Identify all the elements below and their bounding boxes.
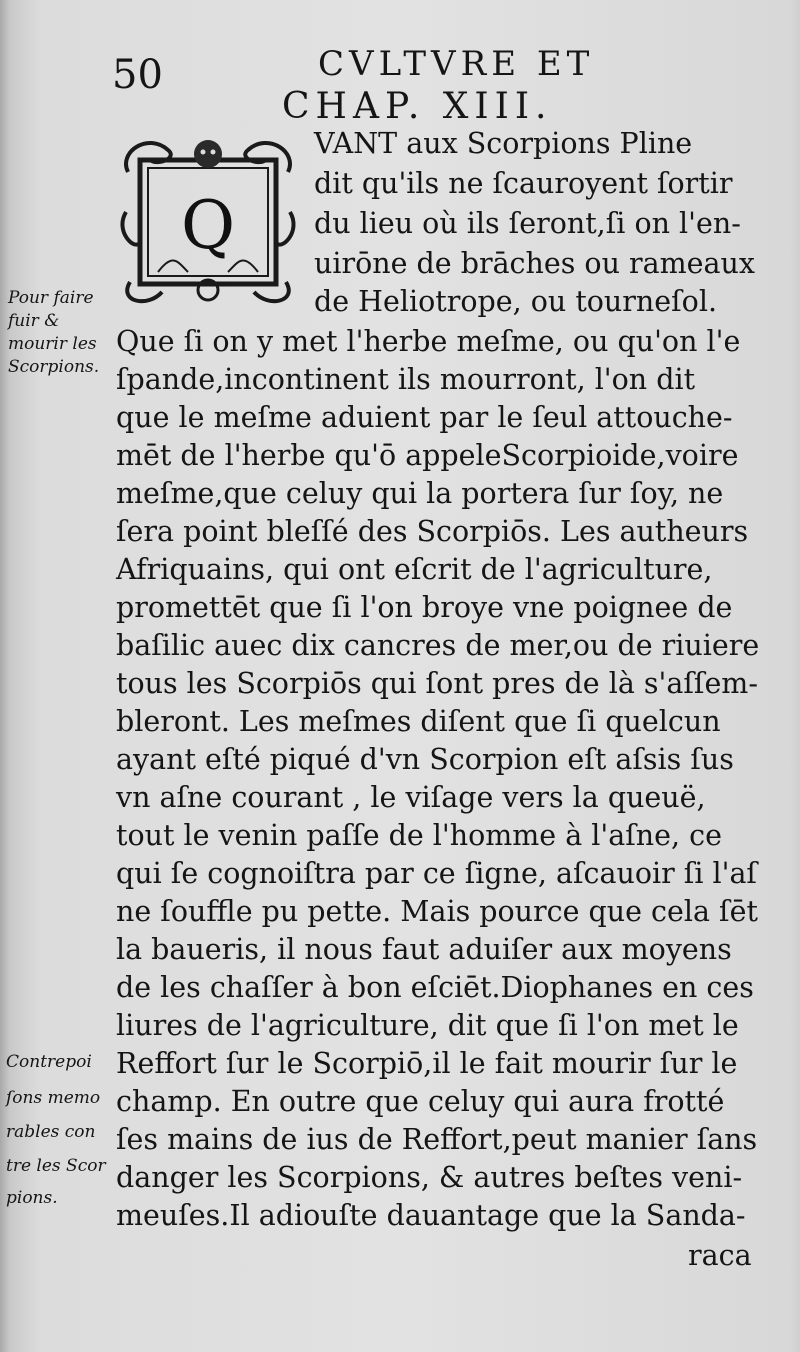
text-line: ſes mains de ius de Reffort,peut manier ſans <box>116 1123 758 1156</box>
margin-note: ſons memo <box>6 1088 101 1108</box>
running-head: CVLTVRE ET <box>318 44 595 84</box>
margin-note: tre les Scor <box>6 1156 106 1176</box>
text-line: la baueris, il nous faut aduiſer aux moyens <box>116 933 732 966</box>
text-line: tous les Scorpiōs qui ſont pres de là s'aſſem- <box>116 667 758 700</box>
text-line: de les chaſſer à bon eſciēt.Diophanes en ces <box>116 971 754 1004</box>
page-number: 50 <box>112 52 163 98</box>
text-line: Reffort ſur le Scorpiō,il le fait mourir ſur le <box>116 1047 738 1080</box>
text-line: promettēt que ſi l'on broye vne poignee de <box>116 591 733 624</box>
svg-text:Q: Q <box>180 187 236 264</box>
margin-note: Pour faire <box>8 288 94 308</box>
chapter-title: CHAP. XIII. <box>282 86 553 127</box>
catchword: raca <box>688 1239 752 1272</box>
text-line: Que ſi on y met l'herbe meſme, ou qu'on l'e <box>116 325 741 358</box>
text-line: ayant eſté piqué d'vn Scorpion eſt aſsis ſus <box>116 743 734 776</box>
margin-note: pions. <box>6 1188 58 1208</box>
margin-note: Contrepoi <box>6 1052 92 1072</box>
text-line: ſera point bleſſé des Scorpiōs. Les autheurs <box>116 515 749 548</box>
margin-note: fuir & <box>8 311 60 331</box>
text-line: meſme,que celuy qui la portera ſur ſoy, ne <box>116 477 724 510</box>
text-line: qui ſe cognoiſtra par ce ſigne, aſcauoir ſi l'aſ <box>116 857 757 890</box>
text-line: liures de l'agriculture, dit que ſi l'on met le <box>116 1009 739 1042</box>
text-line: meuſes.Il adiouſte dauantage que la Sanda- <box>116 1199 746 1232</box>
text-line: mēt de l'herbe qu'ō appeleScorpioide,voire <box>116 439 739 472</box>
ornamental-initial-q-icon <box>118 132 298 308</box>
text-line: VANT aux Scorpions Pline <box>314 127 693 160</box>
margin-note: rables con <box>6 1122 96 1142</box>
text-line: baſilic auec dix cancres de mer,ou de riuiere <box>116 629 760 662</box>
text-line: champ. En outre que celuy qui aura frotté <box>116 1085 725 1118</box>
margin-note: Scorpions. <box>8 357 100 377</box>
text-line: ne ſouffle pu pette. Mais pource que cela ſēt <box>116 895 758 928</box>
margin-note: mourir les <box>8 334 97 354</box>
text-line: ſpande,incontinent ils mourront, l'on dit <box>116 363 696 396</box>
text-line: tout le venin paſſe de l'homme à l'aſne, ce <box>116 819 722 852</box>
text-line: uirōne de brāches ou rameaux <box>314 247 755 280</box>
text-line: Afriquains, qui ont eſcrit de l'agriculture, <box>116 553 713 586</box>
text-line: vn aſne courant , le viſage vers la queuë, <box>116 781 706 814</box>
text-line: bleront. Les meſmes diſent que ſi quelcun <box>116 705 721 738</box>
text-line: que le meſme aduient par le ſeul attouche- <box>116 401 733 434</box>
text-line: dit qu'ils ne ſcauroyent ſortir <box>314 167 733 200</box>
text-line: de Heliotrope, ou tourneſol. <box>314 285 718 318</box>
text-line: du lieu où ils ſeront,ſi on l'en- <box>314 207 741 240</box>
text-line: danger les Scorpions, & autres beſtes veni- <box>116 1161 743 1194</box>
